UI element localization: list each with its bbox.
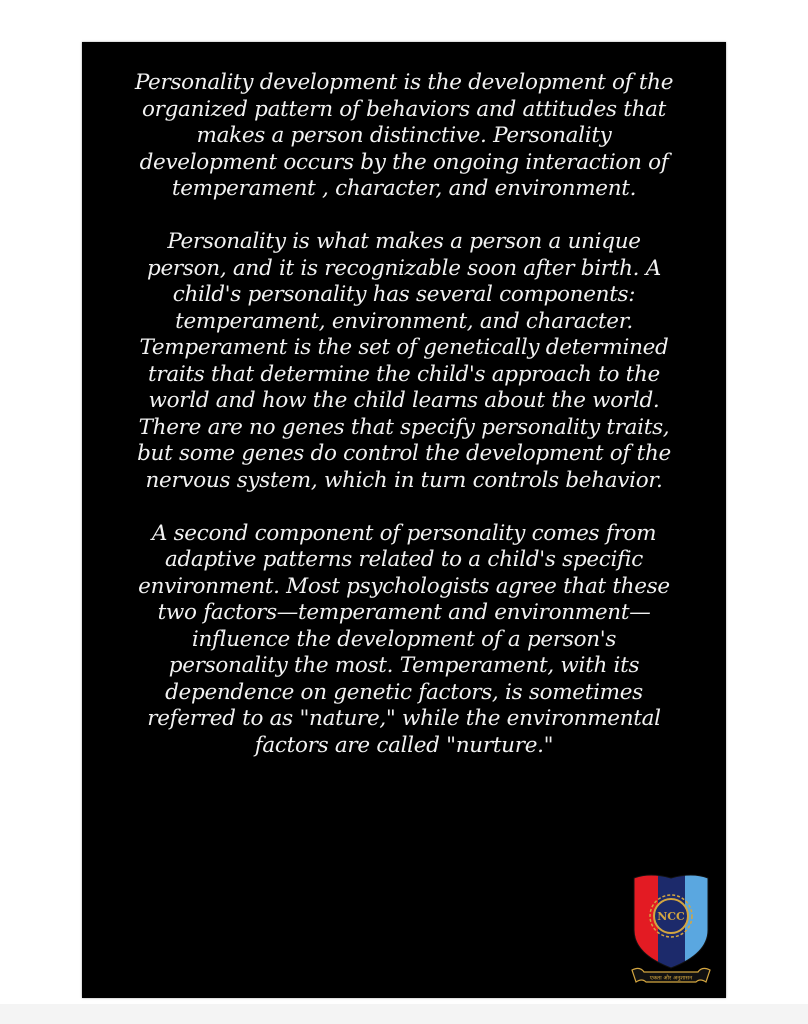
document-page xyxy=(82,42,726,998)
paragraph-2: Personality is what makes a person a unique person, and it is recognizable soon after birth. A child's personality has several components: temperament, environment, and character. Temperament is the set of genetically determined traits that determine the child's approach to the world and how the child learns about the world. There are no genes that specify personality traits, but some genes do control the development of the nervous system, which in turn controls behavior. xyxy=(137,229,671,493)
paragraph-3: A second component of personality comes from adaptive patterns related to a child's specific environment. Most psychologists agree that these two factors—temperament and environment—influence the development of a person's personality the most. Temperament, with its dependence on genetic factors, is sometimes referred to as "nature," while the environmental factors are called "nurture." xyxy=(138,520,670,758)
ncc-emblem-icon xyxy=(630,872,712,984)
ncc-scroll-text: एकता और अनुशासन xyxy=(649,975,693,982)
bottom-strip xyxy=(0,1004,808,1024)
paragraph-1: Personality development is the development of the organized pattern of behaviors and attitudes that makes a person distinctive. Personality development occurs by the ongoing interaction of temperament , character, and environment. xyxy=(134,70,674,201)
document-body xyxy=(132,70,676,786)
ncc-emblem-text: NCC xyxy=(657,910,685,923)
